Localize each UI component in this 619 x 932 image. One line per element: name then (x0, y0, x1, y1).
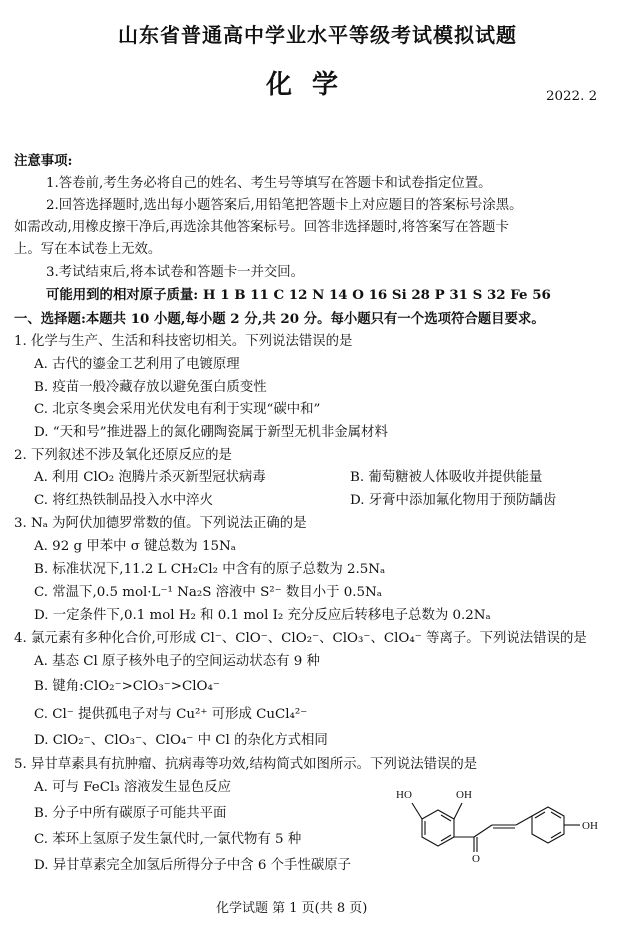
q4-stem: 4. 氯元素有多种化合价,可形成 Cl⁻、ClO⁻、ClO₂⁻、ClO₃⁻、ClO₄⁻ 等离子。下列说法错误的是 (14, 631, 587, 646)
atomic-masses: 可能用到的相对原子质量: H 1 B 11 C 12 N 14 O 16 Si 28 P 31 S 32 Fe 56 (46, 287, 551, 303)
subject-title: 化学 (266, 70, 359, 100)
q1-stem: 1. 化学与生产、生活和科技密切相关。下列说法错误的是 (14, 334, 353, 349)
q3-option-a: A. 92 g 甲苯中 σ 键总数为 15Nₐ (34, 539, 236, 554)
q5-option-d: D. 异甘草素完全加氢后所得分子中含 6 个手性碳原子 (34, 858, 352, 873)
q2-option-b: B. 葡萄糖被人体吸收并提供能量 (350, 470, 543, 485)
q4-option-d: D. ClO₂⁻、ClO₃⁻、ClO₄⁻ 中 Cl 的杂化方式相同 (34, 733, 328, 748)
exam-title: 山东省普通高中学业水平等级考试模拟试题 (118, 23, 517, 47)
q2-option-c: C. 将红热铁制品投入水中淬火 (34, 493, 213, 508)
q1-option-b: B. 疫苗一般冷藏存放以避免蛋白质变性 (34, 380, 267, 395)
q1-option-c: C. 北京冬奥会采用光伏发电有利于实现“碳中和” (34, 402, 321, 417)
exam-date: 2022. 2 (546, 89, 598, 104)
notice-heading: 注意事项: (14, 153, 73, 169)
notice-item-2: 2.回答选择题时,选出每小题答案后,用铅笔把答题卡上对应题目的答案标号涂黑。 (46, 198, 523, 213)
q2-option-a: A. 利用 ClO₂ 泡腾片杀灭新型冠状病毒 (34, 470, 266, 485)
q4-option-a: A. 基态 Cl 原子核外电子的空间运动状态有 9 种 (34, 654, 320, 669)
q2-stem: 2. 下列叙述不涉及氧化还原反应的是 (14, 448, 232, 463)
q1-option-a: A. 古代的鎏金工艺利用了电镀原理 (34, 357, 240, 372)
isoliquiritigenin-structure (388, 778, 610, 864)
q5-stem: 5. 异甘草素具有抗肿瘤、抗病毒等功效,结构简式如图所示。下列说法错误的是 (14, 757, 478, 772)
hydroxyl-label-oh-ortho: OH (456, 789, 472, 801)
q5-option-b: B. 分子中所有碳原子可能共平面 (34, 806, 227, 821)
q3-stem: 3. Nₐ 为阿伏加德罗常数的值。下列说法正确的是 (14, 516, 307, 531)
q2-option-d: D. 牙膏中添加氟化物用于预防龋齿 (350, 493, 557, 508)
q1-option-d: D. “天和号”推进器上的氮化硼陶瓷属于新型无机非金属材料 (34, 425, 388, 440)
q3-option-d: D. 一定条件下,0.1 mol H₂ 和 0.1 mol I₂ 充分反应后转移电子总数为 0.2Nₐ (34, 608, 491, 623)
notice-item-3: 3.考试结束后,将本试卷和答题卡一并交回。 (46, 265, 305, 280)
q4-option-b: B. 键角:ClO₂⁻>ClO₃⁻>ClO₄⁻ (34, 679, 220, 694)
notice-item-2-end: 上。写在本试卷上无效。 (14, 242, 162, 257)
hydroxyl-label-oh-para: OH (582, 820, 598, 832)
q5-option-c: C. 苯环上氢原子发生氯代时,一氯代物有 5 种 (34, 832, 302, 847)
q3-option-c: C. 常温下,0.5 mol·L⁻¹ Na₂S 溶液中 S²⁻ 数目小于 0.5Nₐ (34, 585, 382, 600)
notice-item-1: 1.答卷前,考生务必将自己的姓名、考生号等填写在答题卡和试卷指定位置。 (46, 176, 492, 191)
notice-item-2-cont: 如需改动,用橡皮擦干净后,再选涂其他答案标号。回答非选择题时,将答案写在答题卡 (14, 220, 509, 235)
page-footer: 化学试题 第 1 页(共 8 页) (216, 901, 368, 916)
q4-option-c: C. Cl⁻ 提供孤电子对与 Cu²⁺ 可形成 CuCl₄²⁻ (34, 707, 308, 722)
hydroxyl-label-ho: HO (396, 789, 412, 801)
q3-option-b: B. 标准状况下,11.2 L CH₂Cl₂ 中含有的原子总数为 2.5Nₐ (34, 562, 386, 577)
q5-option-a: A. 可与 FeCl₃ 溶液发生显色反应 (34, 780, 231, 795)
carbonyl-oxygen-label: O (472, 853, 480, 864)
section-heading: 一、选择题:本题共 10 小题,每小题 2 分,共 20 分。每小题只有一个选项符合题目要求。 (14, 311, 545, 327)
